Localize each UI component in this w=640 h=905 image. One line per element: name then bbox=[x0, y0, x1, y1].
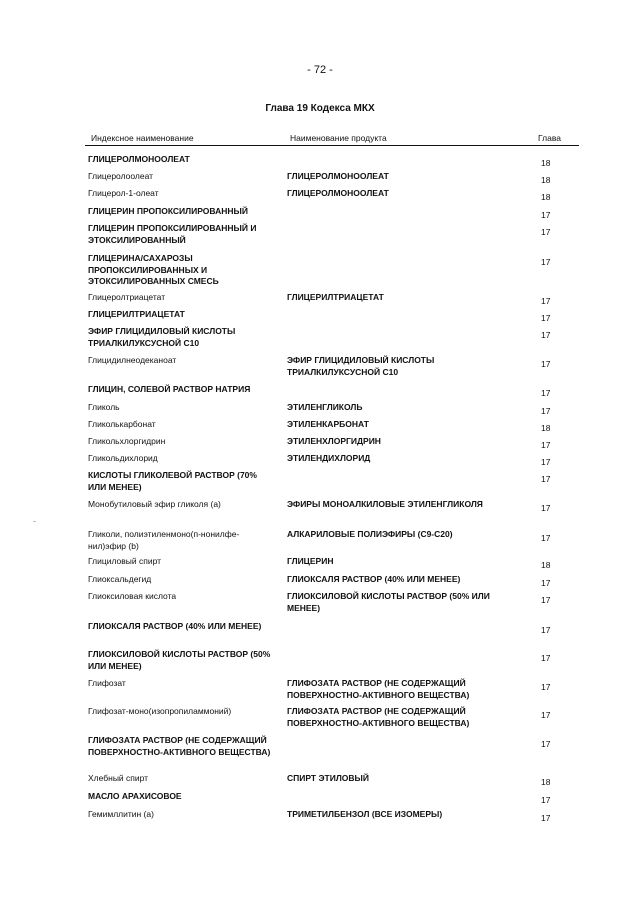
index-name-cell: ГЛИЦЕРИН ПРОПОКСИЛИРОВАННЫЙ bbox=[88, 206, 248, 216]
index-name-cell: Гемимллитин (a) bbox=[88, 809, 154, 819]
index-name-cell: ГЛИФОЗАТА РАСТВОР (НЕ СОДЕРЖАЩИЙ ПОВЕРХНОСТНО-АКТИВНОГО ВЕЩЕСТВА) bbox=[88, 735, 271, 757]
chapter-cell: 18 bbox=[541, 777, 551, 787]
index-name-cell: Глицеролтриацетат bbox=[88, 292, 166, 302]
product-name-cell: ГЛИЦЕРОЛМОНООЛЕАТ bbox=[287, 188, 389, 198]
column-header-chapter: Глава bbox=[538, 133, 561, 143]
index-name-cell: Монобутиловый эфир гликоля (a) bbox=[88, 499, 221, 509]
margin-mark: - bbox=[33, 516, 36, 526]
index-name-cell: Гликоли, полиэтиленмоно(п-нонилфе-нил)эфир (b) bbox=[88, 529, 240, 551]
product-name-cell: ГЛИФОЗАТА РАСТВОР (НЕ СОДЕРЖАЩИЙ ПОВЕРХНОСТНО-АКТИВНОГО ВЕЩЕСТВА) bbox=[287, 706, 470, 728]
index-name-cell: КИСЛОТЫ ГЛИКОЛЕВОЙ РАСТВОР (70% ИЛИ МЕНЕЕ) bbox=[88, 470, 257, 492]
chapter-cell: 17 bbox=[541, 330, 551, 340]
index-name-cell: Глиоксиловая кислота bbox=[88, 591, 177, 601]
page-title: Глава 19 Кодекса МКХ bbox=[265, 103, 375, 114]
index-name-cell: Гликоль bbox=[88, 402, 120, 412]
chapter-cell: 17 bbox=[541, 210, 551, 220]
product-name-cell: ЭТИЛЕНДИХЛОРИД bbox=[287, 453, 371, 463]
product-name-cell: ЭТИЛЕНГЛИКОЛЬ bbox=[287, 402, 363, 412]
chapter-cell: 17 bbox=[541, 710, 551, 720]
index-name-cell: ГЛИЦЕРИН ПРОПОКСИЛИРОВАННЫЙ И ЭТОКСИЛИРОВАННЫЙ bbox=[88, 223, 257, 245]
product-name-cell: ГЛИОКСИЛОВОЙ КИСЛОТЫ РАСТВОР (50% ИЛИ МЕНЕЕ) bbox=[287, 591, 490, 613]
chapter-cell: 18 bbox=[541, 560, 551, 570]
index-name-cell: Глициловый спирт bbox=[88, 556, 162, 566]
chapter-cell: 17 bbox=[541, 227, 551, 237]
chapter-cell: 17 bbox=[541, 533, 551, 543]
product-name-cell: ГЛИФОЗАТА РАСТВОР (НЕ СОДЕРЖАЩИЙ ПОВЕРХНОСТНО-АКТИВНОГО ВЕЩЕСТВА) bbox=[287, 678, 470, 700]
chapter-cell: 17 bbox=[541, 625, 551, 635]
chapter-cell: 17 bbox=[541, 813, 551, 823]
chapter-cell: 17 bbox=[541, 457, 551, 467]
index-name-cell: ГЛИЦЕРИЛТРИАЦЕТАТ bbox=[88, 309, 185, 319]
column-header-index-name: Индексное наименование bbox=[91, 133, 194, 143]
product-name-cell: ГЛИЦЕРИН bbox=[287, 556, 334, 566]
index-name-cell: Глифозат bbox=[88, 678, 126, 688]
index-name-cell: МАСЛО АРАХИСОВОЕ bbox=[88, 791, 182, 801]
chapter-cell: 17 bbox=[541, 595, 551, 605]
product-name-cell: ТРИМЕТИЛБЕНЗОЛ (ВСЕ ИЗОМЕРЫ) bbox=[287, 809, 443, 819]
chapter-cell: 18 bbox=[541, 175, 551, 185]
product-name-cell: АЛКАРИЛОВЫЕ ПОЛИЭФИРЫ (С9-С20) bbox=[287, 529, 453, 539]
chapter-cell: 17 bbox=[541, 440, 551, 450]
chapter-cell: 17 bbox=[541, 653, 551, 663]
chapter-cell: 18 bbox=[541, 158, 551, 168]
chapter-cell: 17 bbox=[541, 682, 551, 692]
index-name-cell: ГЛИЦЕРОЛМОНООЛЕАТ bbox=[88, 154, 190, 164]
chapter-cell: 17 bbox=[541, 503, 551, 513]
chapter-cell: 18 bbox=[541, 192, 551, 202]
index-name-cell: Хлебный спирт bbox=[88, 773, 149, 783]
chapter-cell: 17 bbox=[541, 313, 551, 323]
column-header-product-name: Наименование продукта bbox=[290, 133, 387, 143]
index-name-cell: Глицеролоолеат bbox=[88, 171, 154, 181]
chapter-cell: 17 bbox=[541, 795, 551, 805]
index-name-cell: Глифозат-моно(изопропиламмоний) bbox=[88, 706, 232, 716]
chapter-cell: 18 bbox=[541, 423, 551, 433]
product-name-cell: ЭТИЛЕНКАРБОНАТ bbox=[287, 419, 369, 429]
chapter-cell: 17 bbox=[541, 257, 551, 267]
chapter-cell: 17 bbox=[541, 474, 551, 484]
index-name-cell: ГЛИЦИН, СОЛЕВОЙ РАСТВОР НАТРИЯ bbox=[88, 384, 251, 394]
chapter-cell: 17 bbox=[541, 388, 551, 398]
index-name-cell: ГЛИЦЕРИНА/САХАРОЗЫ ПРОПОКСИЛИРОВАННЫХ И ЭТОКСИЛИРОВАННЫХ СМЕСЬ bbox=[88, 253, 219, 286]
chapter-cell: 17 bbox=[541, 359, 551, 369]
chapter-cell: 17 bbox=[541, 406, 551, 416]
index-name-cell: ЭФИР ГЛИЦИДИЛОВЫЙ КИСЛОТЫ ТРИАЛКИЛУКСУСНОЙ С10 bbox=[88, 326, 236, 348]
product-name-cell: ГЛИЦЕРОЛМОНООЛЕАТ bbox=[287, 171, 389, 181]
index-name-cell: ГЛИОКСАЛЯ РАСТВОР (40% ИЛИ МЕНЕЕ) bbox=[88, 621, 262, 631]
index-name-cell: Глицидилнеодеканоат bbox=[88, 355, 177, 365]
product-name-cell: ЭФИРЫ МОНОАЛКИЛОВЫЕ ЭТИЛЕНГЛИКОЛЯ bbox=[287, 499, 483, 509]
index-name-cell: Гликольхлоргидрин bbox=[88, 436, 166, 446]
chapter-cell: 17 bbox=[541, 739, 551, 749]
product-name-cell: СПИРТ ЭТИЛОВЫЙ bbox=[287, 773, 369, 783]
product-name-cell: ГЛИОКСАЛЯ РАСТВОР (40% ИЛИ МЕНЕЕ) bbox=[287, 574, 461, 584]
index-name-cell: Глиоксальдегид bbox=[88, 574, 152, 584]
product-name-cell: ЭФИР ГЛИЦИДИЛОВЫЙ КИСЛОТЫ ТРИАЛКИЛУКСУСНОЙ С10 bbox=[287, 355, 435, 377]
index-name-cell: ГЛИОКСИЛОВОЙ КИСЛОТЫ РАСТВОР (50% ИЛИ МЕНЕЕ) bbox=[88, 649, 271, 671]
index-name-cell: Глицерол-1-олеат bbox=[88, 188, 159, 198]
chapter-cell: 17 bbox=[541, 296, 551, 306]
index-name-cell: Гликолькарбонат bbox=[88, 419, 156, 429]
index-name-cell: Гликольдихлорид bbox=[88, 453, 158, 463]
page-number: - 72 - bbox=[307, 64, 333, 76]
product-name-cell: ЭТИЛЕНХЛОРГИДРИН bbox=[287, 436, 381, 446]
chapter-cell: 17 bbox=[541, 578, 551, 588]
product-name-cell: ГЛИЦЕРИЛТРИАЦЕТАТ bbox=[287, 292, 384, 302]
